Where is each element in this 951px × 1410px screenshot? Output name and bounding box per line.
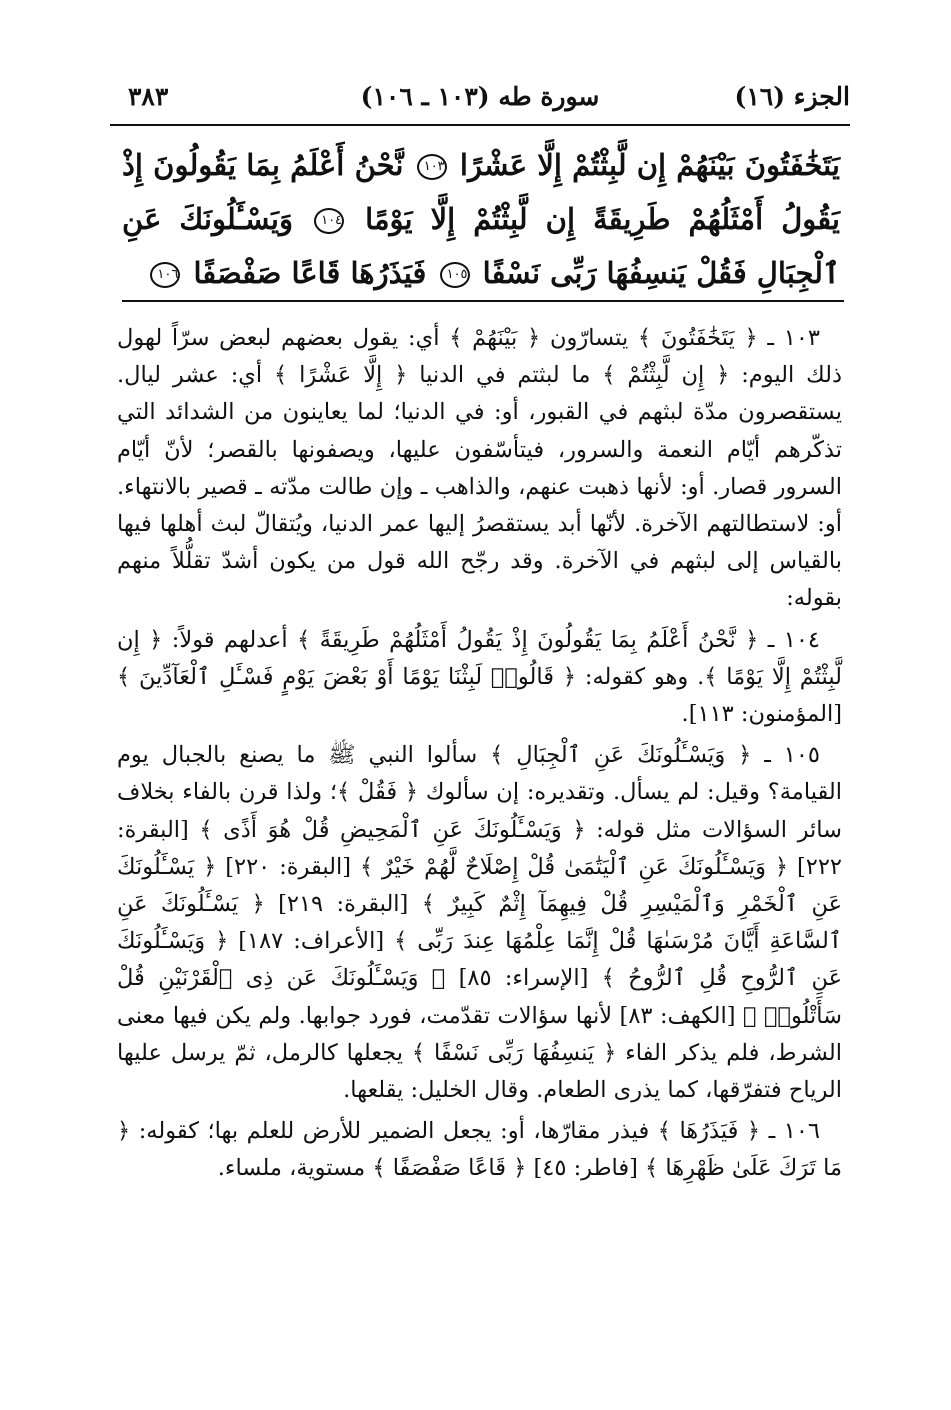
verse-number-marker: ١٠٤ [314, 208, 344, 234]
verse-number-marker: ١٠٥ [440, 262, 470, 288]
verse-number-marker: ١٠٦ [150, 262, 180, 288]
verse-text: وَيَسْـَٔلُونَكَ عَنِ ٱلْجِبَالِ فَقُلْ يَنسِفُهَا رَبِّى نَسْفًا [122, 202, 840, 290]
juz-label: الجزء (١٦) [734, 82, 850, 111]
verse-number-marker: ١٠٣ [417, 154, 447, 180]
page-number: ٣٨٣ [128, 82, 169, 111]
commentary-paragraph-104: ١٠٤ ـ ﴿ نَّحْنُ أَعْلَمُ بِمَا يَقُولُونَ إِذْ يَقُولُ أَمْثَلُهُمْ طَرِيقَةً ﴾ أعدلهم قولاً: ﴿ إِن لَّبِثْتُمْ إِلَّا يَوْمًا ﴾. وهو كقوله: ﴿ قَالُوا۟ لَبِثْنَا يَوْمًا أَوْ بَعْضَ يَوْمٍ فَسْـَٔلِ ٱلْعَآدِّينَ ﴾ [المؤمنون: ١١٣]. [117, 626, 842, 728]
commentary-block [117, 320, 842, 1192]
header-rule [110, 124, 850, 126]
verses-rule [122, 300, 844, 302]
verse-text: فَيَذَرُهَا قَاعًا صَفْصَفًا [193, 256, 427, 290]
verse-text: نَّحْنُ أَعْلَمُ بِمَا يَقُولُونَ إِذْ يَقُولُ أَمْثَلُهُمْ طَرِيقَةً إِن لَّبِثْتُمْ إِلَّا يَوْمًا [122, 148, 840, 236]
surah-title: سورة طه (١٠٣ ـ ١٠٦) [360, 82, 600, 111]
commentary-paragraph-105: ١٠٥ ـ ﴿ وَيَسْـَٔلُونَكَ عَنِ ٱلْجِبَالِ ﴾ سألوا النبي ﷺ ما يصنع بالجبال يوم القيامة؟ وقيل: لم يسأل. وتقديره: إن سألوك ﴿ فَقُلْ ﴾؛ ولذا قرن بالفاء بخلاف سائر السؤالات مثل قوله: ﴿ وَيَسْـَٔلُونَكَ عَنِ ٱلْمَحِيضِ قُلْ هُوَ أَذًى ﴾ [البقرة: ٢٢٢] ﴿ وَيَسْـَٔلُونَكَ عَنِ ٱلْيَتَٰمَىٰ قُلْ إِصْلَاحٌ لَّهُمْ خَيْرٌ ﴾ [البقرة: ٢٢٠] ﴿ يَسْـَٔلُونَكَ عَنِ ٱلْخَمْرِ وَٱلْمَيْسِرِ قُلْ فِيهِمَآ إِثْمٌ كَبِيرٌ ﴾ [البقرة: ٢١٩] ﴿ يَسْـَٔلُونَكَ عَنِ ٱلسَّاعَةِ أَيَّانَ مُرْسَىٰهَا قُلْ إِنَّمَا عِلْمُهَا عِندَ رَبِّى ﴾ [الأعراف: ١٨٧] ﴿ وَيَسْـَٔلُونَكَ عَنِ ٱلرُّوحِ قُلِ ٱلرُّوحُ ﴾ [الإسراء: ٨٥] ﴿ وَيَسْـَٔلُونَكَ عَن ذِى ٱلْقَرْنَيْنِ قُلْ سَأَتْلُوا۟ ﴾ [الكهف: ٨٣] لأنها سؤالات تقدّمت، فورد جوابها. ولم يكن فيها معنى الشرط، فلم يذكر الفاء ﴿ يَنسِفُهَا رَبِّى نَسْفًا ﴾ يجعلها كالرمل، ثمّ يرسل عليها الرياح فتفرّقها، كما يذرى الطعام. وقال الخليل: يقلعها. [117, 742, 842, 1104]
page-header [110, 82, 850, 118]
verse-text: يَتَخَٰفَتُونَ بَيْنَهُمْ إِن لَّبِثْتُمْ إِلَّا عَشْرًا [459, 148, 840, 182]
commentary-paragraph-106: ١٠٦ ـ ﴿ فَيَذَرُهَا ﴾ فيذر مقارّها، أو: يجعل الضمير للأرض للعلم بها؛ كقوله: ﴿ مَا تَرَكَ عَلَىٰ ظَهْرِهَا ﴾ [فاطر: ٤٥] ﴿ قَاعًا صَفْصَفًا ﴾ مستوية، ملساء. [117, 1118, 842, 1182]
quran-verses-block [122, 138, 840, 300]
commentary-paragraph-103: ١٠٣ ـ ﴿ يَتَخَٰفَتُونَ ﴾ يتسارّون ﴿ بَيْنَهُمْ ﴾ أي: يقول بعضهم لبعض سرّاً لهول ذلك اليوم: ﴿ إِن لَّبِثْتُمْ ﴾ ما لبثتم في الدنيا ﴿ إِلَّا عَشْرًا ﴾ أي: عشر ليال. يستقصرون مدّة لبثهم في القبور، أو: في الدنيا؛ لما يعاينون من الشدائد التي تذكّرهم أيّام النعمة والسرور، فيتأسّفون عليها، ويصفونها بالقصر؛ لأنّ أيّام السرور قصار. أو: لأنها ذهبت عنهم، والذاهب ـ وإن طالت مدّته ـ قصير بالانتهاء. أو: لاستطالتهم الآخرة. لأنّها أبد يستقصرُ إليها عمر الدنيا، ويُتقالّ لبث أهلها فيها بالقياس إلى لبثهم في الآخرة. وقد رجّح الله قول من يكون أشدّ تقلُّلاً منهم بقوله: [117, 325, 842, 612]
